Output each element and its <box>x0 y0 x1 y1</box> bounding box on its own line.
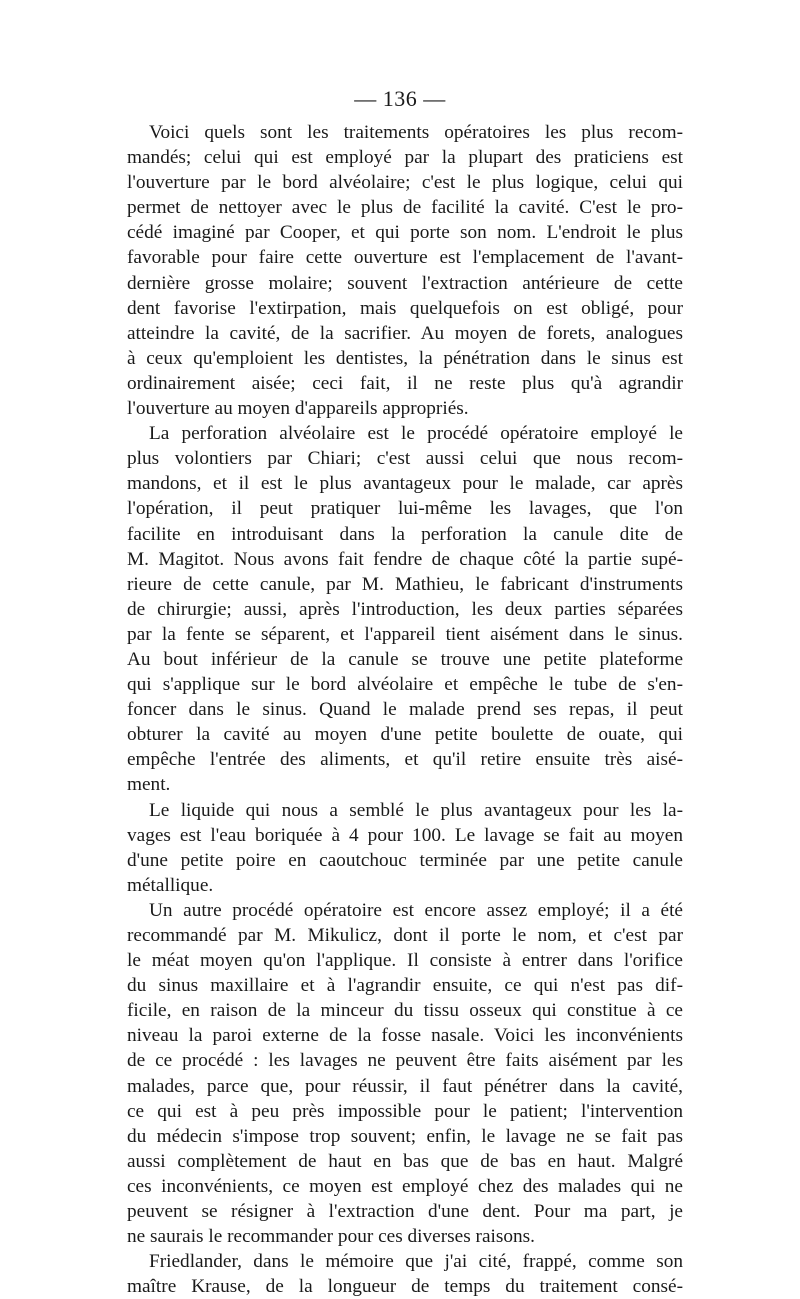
text-line: de ce procédé : les lavages ne peuvent être faits aisément par les <box>127 1050 683 1072</box>
text-line: ordinairement aisée; ceci fait, il ne reste plus qu'à agrandir <box>127 372 683 394</box>
text-line: du médecin s'impose trop souvent; enfin, le lavage ne se fait pas <box>127 1125 683 1147</box>
text-line: ne saurais le recommander pour ces diverses raisons. <box>127 1226 535 1248</box>
text-line: d'une petite poire en caoutchouc terminée par une petite canule <box>127 849 683 871</box>
text-line: Voici quels sont les traitements opératoires les plus recom- <box>149 122 683 143</box>
text-line: maître Krause, de la longueur de temps du traitement consé- <box>127 1276 683 1298</box>
text-line: plus volontiers par Chiari; c'est aussi celui que nous recom- <box>127 448 683 470</box>
text-line: ficile, en raison de la minceur du tissu osseux qui constitue à ce <box>127 1000 683 1022</box>
text-line: M. Magitot. Nous avons fait fendre de chaque côté la partie supé- <box>127 548 683 570</box>
text-line: aussi complètement de haut en bas que de bas en haut. Malgré <box>127 1150 683 1172</box>
text-line: mandons, et il est le plus avantageux pour le malade, car après <box>127 473 683 495</box>
text-line: de chirurgie; aussi, après l'introduction, les deux parties séparées <box>127 598 683 620</box>
text-line: l'ouverture au moyen d'appareils appropriés. <box>127 398 469 420</box>
text-line: peuvent se résigner à l'extraction d'une dent. Pour ma part, je <box>127 1201 683 1223</box>
text-line: l'opération, il peut pratiquer lui-même les lavages, que l'on <box>127 498 683 520</box>
text-line: dent favorise l'extirpation, mais quelquefois on est obligé, pour <box>127 297 683 319</box>
text-line: recommandé par M. Mikulicz, dont il porte le nom, et c'est par <box>127 925 683 946</box>
page-number: — 136 — <box>354 86 446 111</box>
text-line: mandés; celui qui est employé par la plupart des praticiens est <box>127 147 683 169</box>
text-line: rieure de cette canule, par M. Mathieu, le fabricant d'instruments <box>127 573 683 595</box>
text-line: Le liquide qui nous a semblé le plus avantageux pour les la- <box>149 799 683 821</box>
text-line: le méat moyen qu'on l'applique. Il consiste à entrer dans l'orifice <box>127 950 683 972</box>
text-line: obturer la cavité au moyen d'une petite boulette de ouate, qui <box>127 724 683 746</box>
text-line: qui s'applique sur le bord alvéolaire et empêche le tube de s'en- <box>127 674 683 696</box>
text-line: foncer dans le sinus. Quand le malade prend ses repas, il peut <box>127 699 683 721</box>
text-line: ment. <box>127 774 171 796</box>
text-line: dernière grosse molaire; souvent l'extraction antérieure de cette <box>127 272 683 294</box>
text-line: ces inconvénients, ce moyen est employé chez des malades qui ne <box>127 1175 683 1197</box>
text-line: malades, parce que, pour réussir, il faut pénétrer dans la cavité, <box>127 1075 683 1097</box>
text-line: Un autre procédé opératoire est encore assez employé; il a été <box>149 899 683 921</box>
text-line: Au bout inférieur de la canule se trouve une petite plateforme <box>127 648 683 670</box>
text-line: empêche l'entrée des aliments, et qu'il retire ensuite très aisé- <box>127 749 683 771</box>
text-line: ce qui est à peu près impossible pour le patient; l'intervention <box>127 1100 683 1122</box>
text-line: niveau la paroi externe de la fosse nasale. Voici les inconvénients <box>127 1025 683 1047</box>
text-line: facilite en introduisant dans la perforation la canule dite de <box>127 523 683 545</box>
text-line: Friedlander, dans le mémoire que j'ai cité, frappé, comme son <box>149 1251 683 1273</box>
text-line: cédé imaginé par Cooper, et qui porte son nom. L'endroit le plus <box>127 222 683 244</box>
text-line: vages est l'eau boriquée à 4 pour 100. Le lavage se fait au moyen <box>127 824 683 846</box>
text-line: du sinus maxillaire et à l'agrandir ensuite, ce qui n'est pas dif- <box>127 975 683 997</box>
text-line: favorable pour faire cette ouverture est l'emplacement de l'avant- <box>127 247 683 269</box>
text-line: permet de nettoyer avec le plus de facilité la cavité. C'est le pro- <box>127 197 683 219</box>
text-line: par la fente se séparent, et l'appareil tient aisément dans le sinus. <box>127 623 683 645</box>
text-line: La perforation alvéolaire est le procédé opératoire employé le <box>149 423 683 445</box>
text-line: à ceux qu'emploient les dentistes, la pénétration dans le sinus est <box>127 347 683 369</box>
text-line: métallique. <box>127 874 214 896</box>
text-line: l'ouverture par le bord alvéolaire; c'est le plus logique, celui qui <box>127 172 683 194</box>
body-text <box>127 120 683 1299</box>
text-line: atteindre la cavité, de la sacrifier. Au moyen de forets, analogues <box>127 322 683 344</box>
